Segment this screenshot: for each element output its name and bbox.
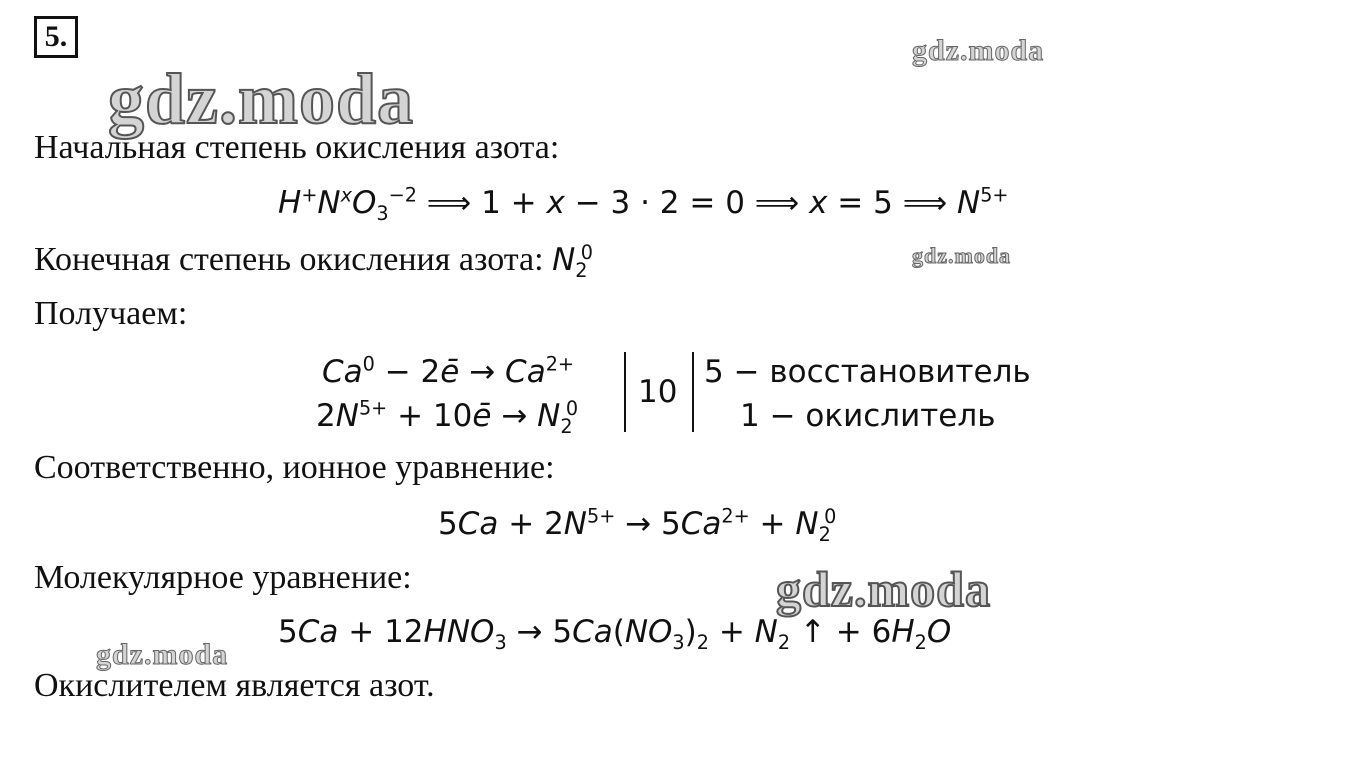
initial-oxidation-label: Начальная степень окисления азота: <box>34 129 560 166</box>
balance-row1-right: Ca <box>505 354 546 390</box>
mol-coef: 5 <box>278 614 298 650</box>
mol-nitrogen-count: 2 <box>777 631 791 655</box>
mol-water-count: 2 <box>914 631 927 655</box>
balance-row1-right-charge: 2+ <box>545 352 575 376</box>
ionic-nitrogen-product-charge: 0 <box>824 504 837 528</box>
balance-row2-right-charge: 0 <box>565 396 579 420</box>
eq1-calc2: − 3 · 2 = 0 ⟹ <box>564 185 810 221</box>
ionic-nitrogen-charge: 5+ <box>587 504 616 528</box>
ionic-nitrogen-product-count: 2 <box>818 523 831 547</box>
task-number-badge: 5. <box>34 16 78 58</box>
balance-row-2-equation <box>316 396 579 439</box>
balance-row2-arrow: → <box>491 398 538 434</box>
mol-gas-arrow: ↑ + 6 <box>790 614 892 650</box>
balance-row1-arrow: → <box>459 354 506 390</box>
ionic-calcium: Ca <box>457 506 499 542</box>
balance-row1-left: Ca <box>322 354 363 390</box>
eq1-x: x <box>546 185 565 221</box>
get-label: Получаем: <box>34 295 188 332</box>
oxidation-state-equation <box>278 183 1009 226</box>
mol-water-h: H <box>891 614 915 650</box>
eq1-result-nitrogen: N <box>957 185 981 221</box>
ionic-calcium-charge: 2+ <box>721 504 750 528</box>
ionic-plus2: + <box>749 506 796 542</box>
eq1-x2: x <box>809 185 828 221</box>
eq1-oxygen-charge: −2 <box>388 183 417 207</box>
mol-plus2: + <box>708 614 755 650</box>
mol-nitrate: NO <box>624 614 673 650</box>
final-species-symbol: N <box>552 242 576 278</box>
balance-divider-right <box>692 352 694 432</box>
mol-calcium-nitrate: Ca <box>572 614 613 650</box>
eq1-oxygen: O <box>351 185 377 221</box>
watermark-top-right: gdz.moda <box>912 34 1045 67</box>
eq1-nitrogen: N <box>317 185 341 221</box>
balance-row1-electron: ē <box>440 354 460 390</box>
balance-row2-right: N <box>537 398 561 434</box>
eq1-calc3: = 5 ⟹ <box>827 185 958 221</box>
watermark-lower: gdz.moda <box>776 561 991 617</box>
balance-row2-role: 1 − окислитель <box>740 398 996 434</box>
mol-paren-open: ( <box>612 614 625 650</box>
mol-arrow: → 5 <box>506 614 573 650</box>
balance-row2-coef: 2 <box>316 398 336 434</box>
ionic-calcium-ion: Ca <box>680 506 722 542</box>
mol-paren-close: ) <box>684 614 697 650</box>
mol-nitric-acid-count: 3 <box>494 631 507 655</box>
mol-calcium: Ca <box>297 614 339 650</box>
ionic-arrow: → 5 <box>615 506 681 542</box>
molecular-equation <box>278 612 952 655</box>
final-oxidation-line <box>34 240 593 283</box>
balance-row2-right-count: 2 <box>560 415 573 439</box>
eq1-oxygen-count: 3 <box>376 202 389 226</box>
watermark-mid-right: gdz.moda <box>912 243 1012 268</box>
balance-row-1-equation <box>322 352 574 392</box>
ionic-nitrogen: N <box>563 506 587 542</box>
final-species-charge: 0 <box>580 240 593 264</box>
ionic-coef: 5 <box>438 506 458 542</box>
balance-row1-role: 5 − восстановитель <box>704 354 1031 390</box>
final-species-count: 2 <box>575 259 588 283</box>
balance-row2-left-charge: 5+ <box>358 396 388 420</box>
watermark-bottom-left: gdz.moda <box>96 638 229 671</box>
balance-row2-electron: ē <box>472 398 492 434</box>
balance-lcm: 10 <box>638 374 678 410</box>
balance-row2-left: N <box>335 398 359 434</box>
balance-row1-mid: − 2 <box>374 354 441 390</box>
mol-paren-count: 2 <box>696 631 709 655</box>
mol-nitric-acid: HNO <box>423 614 495 650</box>
balance-row2-mid: + 10 <box>387 398 473 434</box>
eq1-hydrogen: H <box>278 185 302 221</box>
eq1-calc: ⟹ 1 + <box>416 185 547 221</box>
mol-water-o: O <box>926 614 952 650</box>
molecular-label: Молекулярное уравнение: <box>34 559 412 596</box>
eq1-hydrogen-charge: + <box>301 183 318 207</box>
balance-divider-left <box>624 352 626 432</box>
eq1-result-charge: 5+ <box>980 183 1009 207</box>
eq1-nitrogen-charge: x <box>340 183 352 207</box>
balance-row1-left-charge: 0 <box>362 352 375 376</box>
mol-nitrate-count: 3 <box>672 631 685 655</box>
mol-plus1: + 12 <box>338 614 424 650</box>
mol-nitrogen: N <box>754 614 778 650</box>
watermark-large: gdz.moda <box>108 59 415 139</box>
final-species <box>552 240 593 283</box>
ionic-label: Соответственно, ионное уравнение: <box>34 449 555 486</box>
ionic-equation <box>438 504 837 547</box>
final-oxidation-label: Конечная степень окисления азота: <box>34 241 544 278</box>
ionic-plus1: + 2 <box>498 506 564 542</box>
ionic-nitrogen-product: N <box>795 506 819 542</box>
conclusion: Окислителем является азот. <box>34 667 435 704</box>
